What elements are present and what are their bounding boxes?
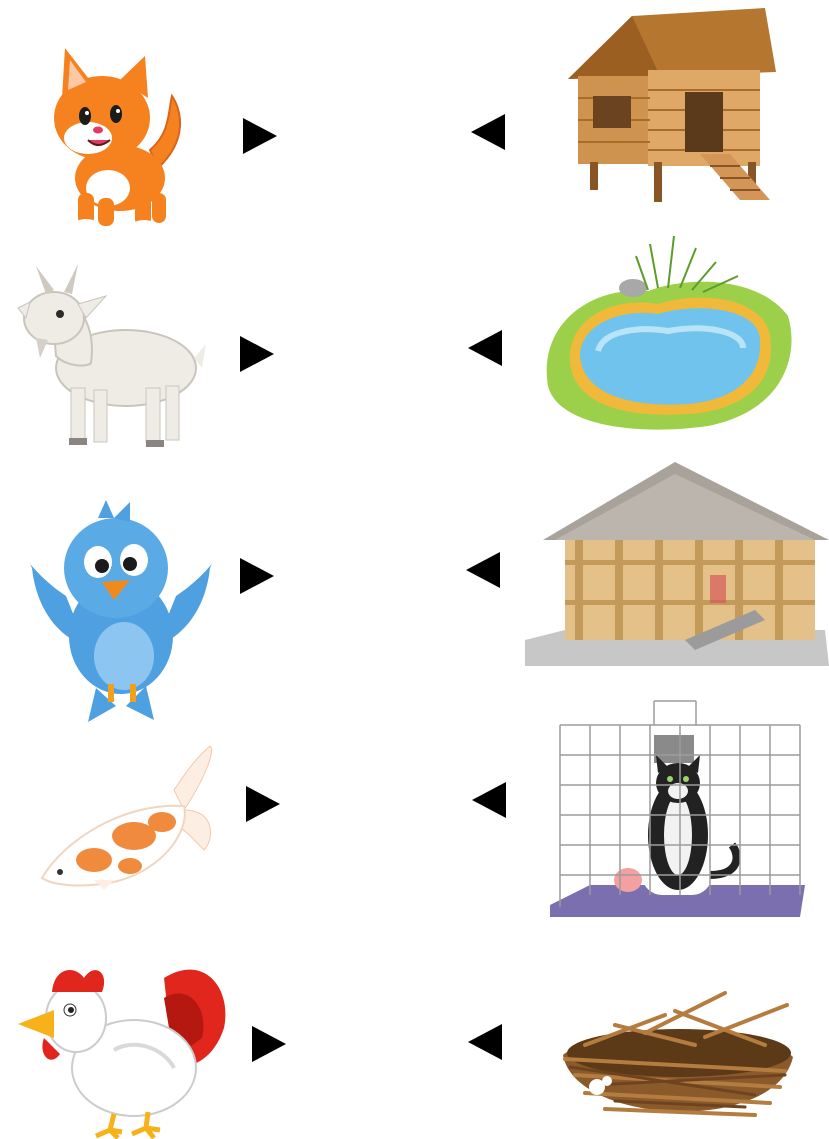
rooster-icon[interactable] — [14, 958, 232, 1138]
right-pointer-icon — [240, 558, 274, 594]
left-pointer-icon — [472, 782, 506, 818]
right-pointer-icon — [252, 1026, 286, 1062]
kitten-icon[interactable] — [40, 38, 190, 233]
right-pointer-icon — [240, 336, 274, 372]
right-pointer-icon — [246, 786, 280, 822]
cat-cage-icon[interactable] — [550, 695, 805, 917]
left-pointer-icon — [466, 552, 500, 588]
left-pointer-icon — [468, 1024, 502, 1060]
left-pointer-icon — [468, 330, 502, 366]
bird-icon[interactable] — [26, 496, 216, 724]
left-pointer-icon — [471, 114, 505, 150]
koi-fish-icon[interactable] — [34, 740, 216, 890]
pond-icon[interactable] — [538, 236, 800, 436]
shed-icon[interactable] — [525, 460, 829, 666]
chicken-coop-icon[interactable] — [560, 4, 780, 209]
nest-icon[interactable] — [555, 975, 800, 1135]
right-pointer-icon — [243, 118, 277, 154]
goat-icon[interactable] — [6, 258, 211, 458]
